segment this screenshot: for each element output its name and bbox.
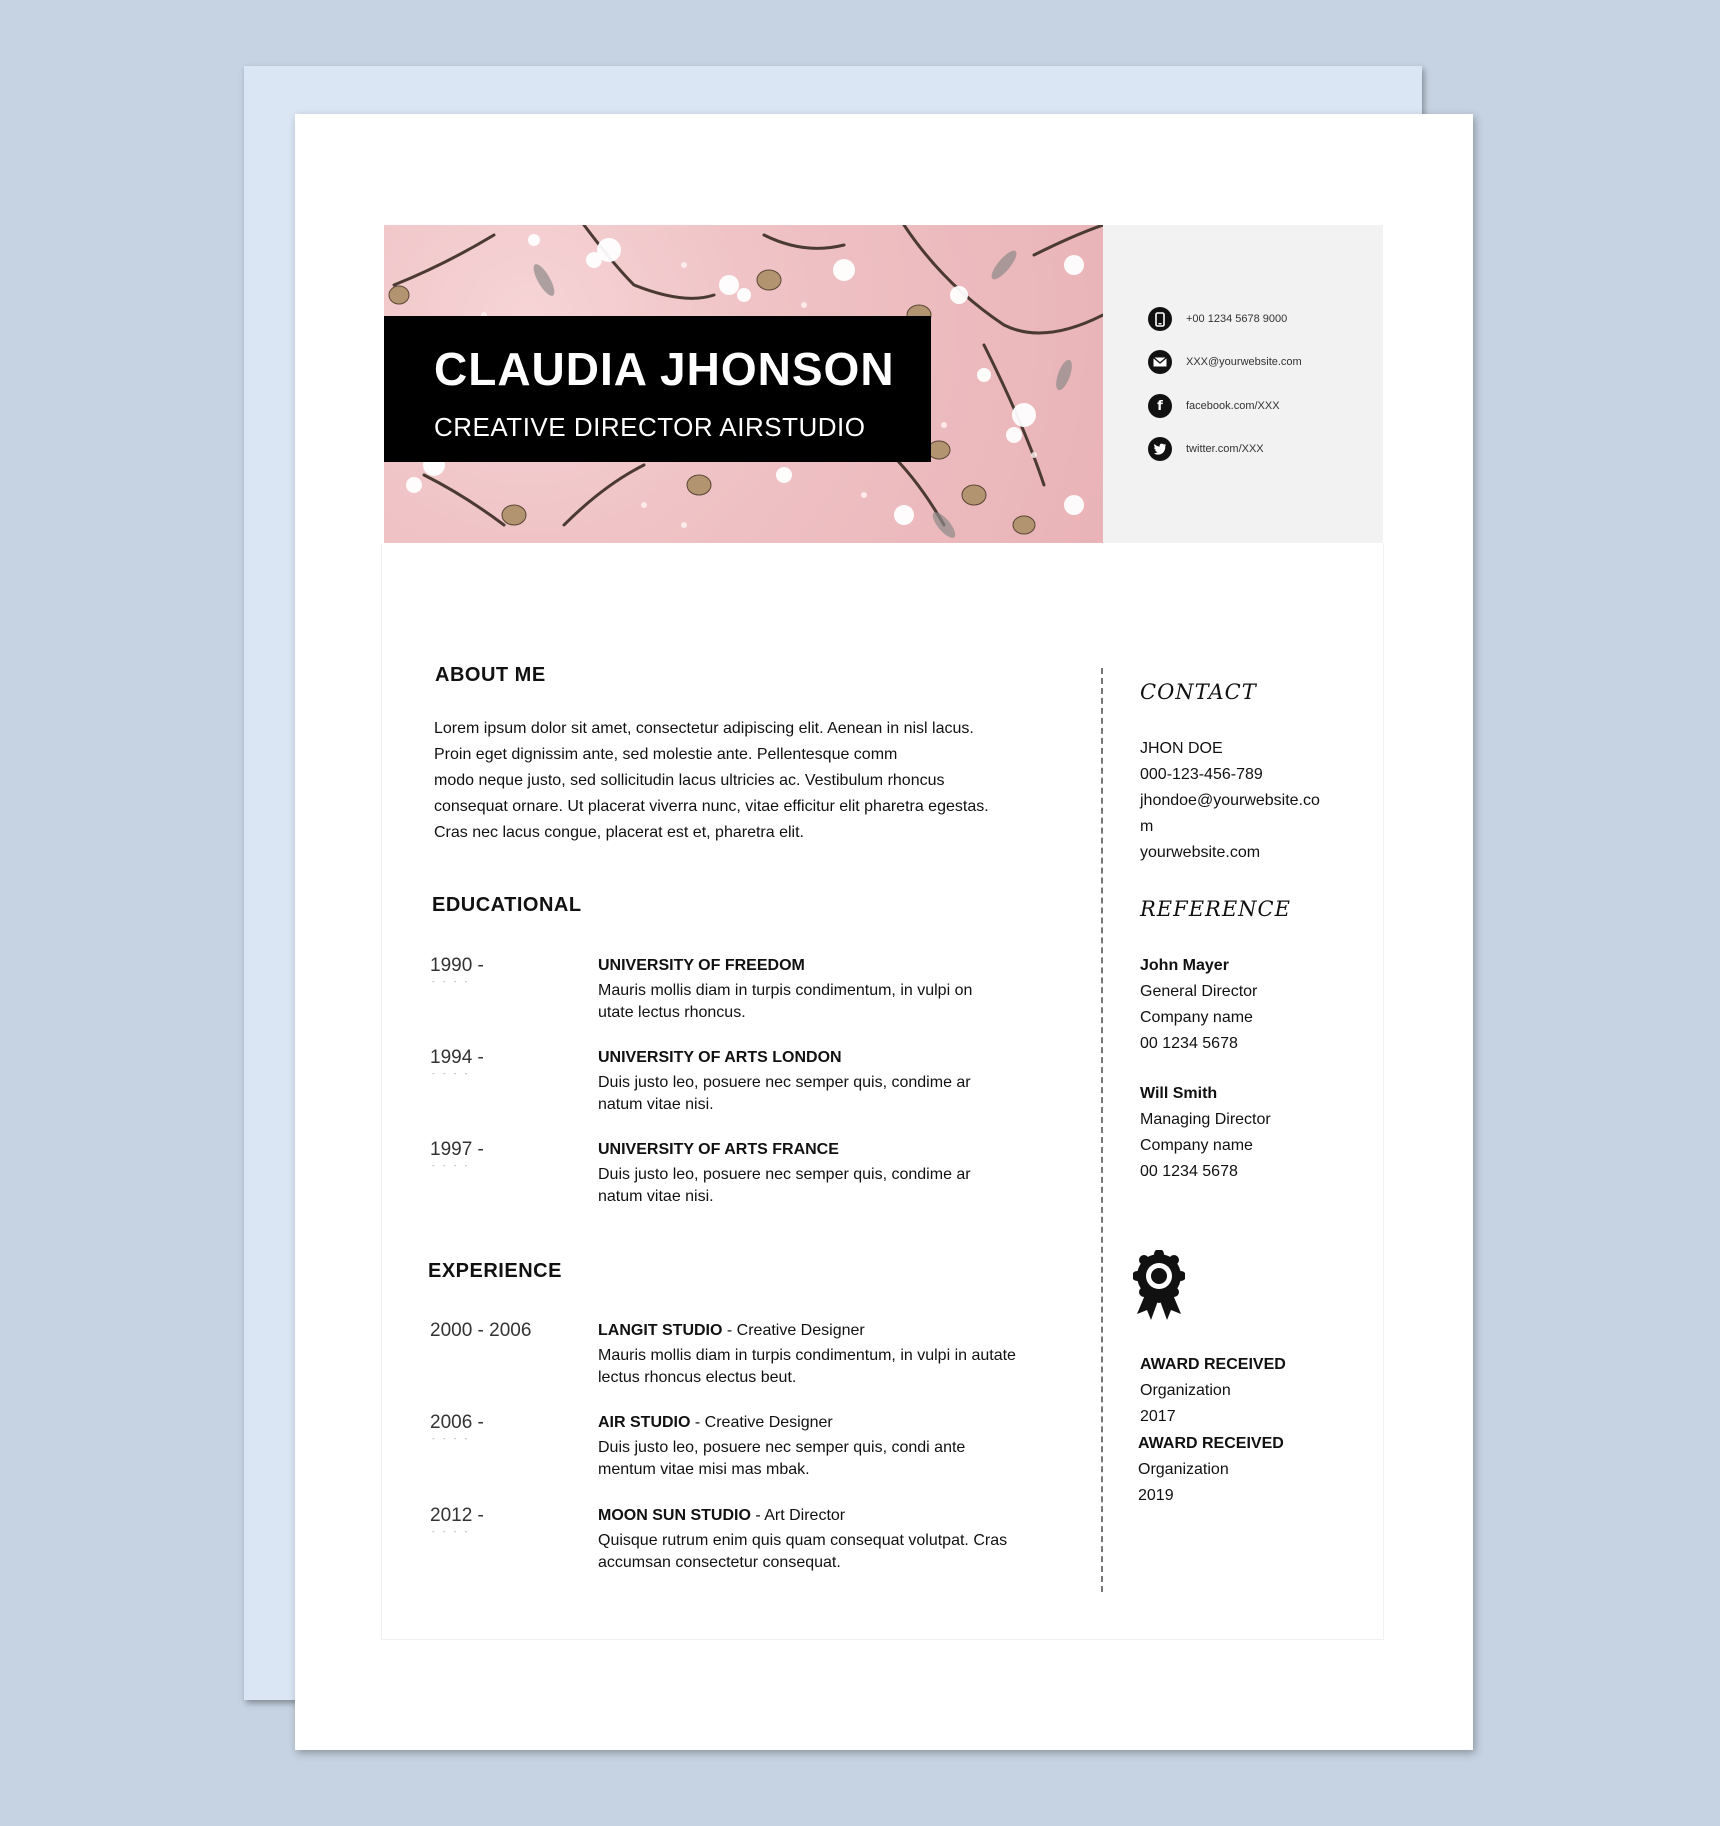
award-title: AWARD RECEIVED [1138,1435,1284,1452]
education-year: 1990 - [430,955,484,976]
award-item [1140,1352,1286,1430]
education-year: 1997 - [430,1139,484,1160]
header-contact-panel [1103,225,1383,543]
reference-person [1140,953,1257,1057]
contact-email-row [1148,349,1302,375]
about-heading: ABOUT ME [435,664,546,686]
experience-company: MOON SUN STUDIO - Art Director [598,1507,846,1524]
award-title: AWARD RECEIVED [1140,1356,1286,1373]
about-line: Proin eget dignissim ante, sed molestie ante. Pellentesque comm [434,746,898,763]
reference-position: General Director [1140,983,1258,1000]
reference-company: Company name [1140,1009,1253,1026]
year-end-placeholder: - - - - [432,1527,471,1536]
contact-email-text: XXX@yourwebsite.com [1186,356,1302,368]
reference-company: Company name [1140,1137,1253,1154]
contact-website: yourwebsite.com [1140,844,1261,861]
contact-facebook-row [1148,393,1280,419]
experience-years: 2006 - [430,1412,484,1433]
candidate-name: CLAUDIA JHONSON [434,343,895,395]
contact-email-wrap: m [1140,818,1154,835]
facebook-icon: f [1148,394,1172,418]
column-divider [1101,668,1103,1592]
reference-position: Managing Director [1140,1111,1271,1128]
candidate-title: CREATIVE DIRECTOR AIRSTUDIO [434,412,866,442]
reference-name: Will Smith [1140,1085,1218,1102]
reference-person [1140,1081,1271,1185]
about-line: Lorem ipsum dolor sit amet, consectetur adipiscing elit. Aenean in nisl lacus. [434,720,974,737]
education-school: UNIVERSITY OF ARTS FRANCE [598,1141,839,1158]
phone-icon [1148,307,1172,331]
year-end-placeholder: - - - - [432,1161,471,1170]
contact-name: JHON DOE [1140,740,1223,757]
contact-phone-text: +00 1234 5678 9000 [1186,313,1288,325]
contact-phone: 000-123-456-789 [1140,766,1263,783]
reference-name: John Mayer [1140,957,1229,974]
experience-description: Mauris mollis diam in turpis condimentum, in vulpi in autate lectus rhoncus electus beut. [598,1347,1016,1386]
twitter-icon [1148,437,1172,461]
experience-company: LANGIT STUDIO - Creative Designer [598,1322,865,1339]
about-line: Cras nec lacus congue, placerat est et, pharetra elit. [434,824,804,841]
award-year: 2019 [1138,1487,1174,1504]
education-description: Mauris mollis diam in turpis condimentum, in vulpi on utate lectus rhoncus. [598,982,973,1021]
experience-heading: EXPERIENCE [428,1260,562,1282]
award-ribbon-icon [1133,1250,1185,1327]
contact-twitter-row [1148,436,1264,462]
reference-phone: 00 1234 5678 [1140,1035,1238,1052]
year-end-placeholder: - - - - [432,977,471,986]
experience-company: AIR STUDIO - Creative Designer [598,1414,833,1431]
contact-details [1140,736,1320,866]
contact-email-line: jhondoe@yourwebsite.co [1140,792,1320,809]
contact-heading: CONTACT [1140,680,1257,704]
education-year: 1994 - [430,1047,484,1068]
education-school: UNIVERSITY OF FREEDOM [598,957,805,974]
reference-phone: 00 1234 5678 [1140,1163,1238,1180]
education-heading: EDUCATIONAL [432,894,582,916]
experience-description: Quisque rutrum enim quis quam consequat volutpat. Cras accumsan consectetur consequat. [598,1532,1008,1571]
education-description: Duis justo leo, posuere nec semper quis, condime ar natum vitae nisi. [598,1166,971,1205]
experience-years: 2000 - 2006 [430,1320,532,1341]
year-end-placeholder: - - - - [432,1069,471,1078]
award-organization: Organization [1140,1382,1231,1399]
contact-phone-row [1148,306,1287,332]
about-line: modo neque justo, sed sollicitudin lacus ultricies ac. Vestibulum rhoncus [434,772,945,789]
education-description: Duis justo leo, posuere nec semper quis, condime ar natum vitae nisi. [598,1074,971,1113]
award-year: 2017 [1140,1408,1176,1425]
education-school: UNIVERSITY OF ARTS LONDON [598,1049,842,1066]
email-icon [1148,350,1172,374]
contact-facebook-text: facebook.com/XXX [1186,400,1280,412]
experience-years: 2012 - [430,1505,484,1526]
contact-twitter-text: twitter.com/XXX [1186,443,1264,455]
award-organization: Organization [1138,1461,1229,1478]
award-item [1138,1431,1284,1509]
year-end-placeholder: - - - - [432,1434,471,1443]
experience-description: Duis justo leo, posuere nec semper quis, condi ante mentum vitae misi mas mbak. [598,1439,966,1478]
name-banner [384,316,931,462]
reference-heading: REFERENCE [1140,897,1291,921]
about-line: consequat ornare. Ut placerat viverra nunc, vitae efficitur elit pharetra egestas. [434,798,989,815]
about-paragraph [434,716,1034,846]
